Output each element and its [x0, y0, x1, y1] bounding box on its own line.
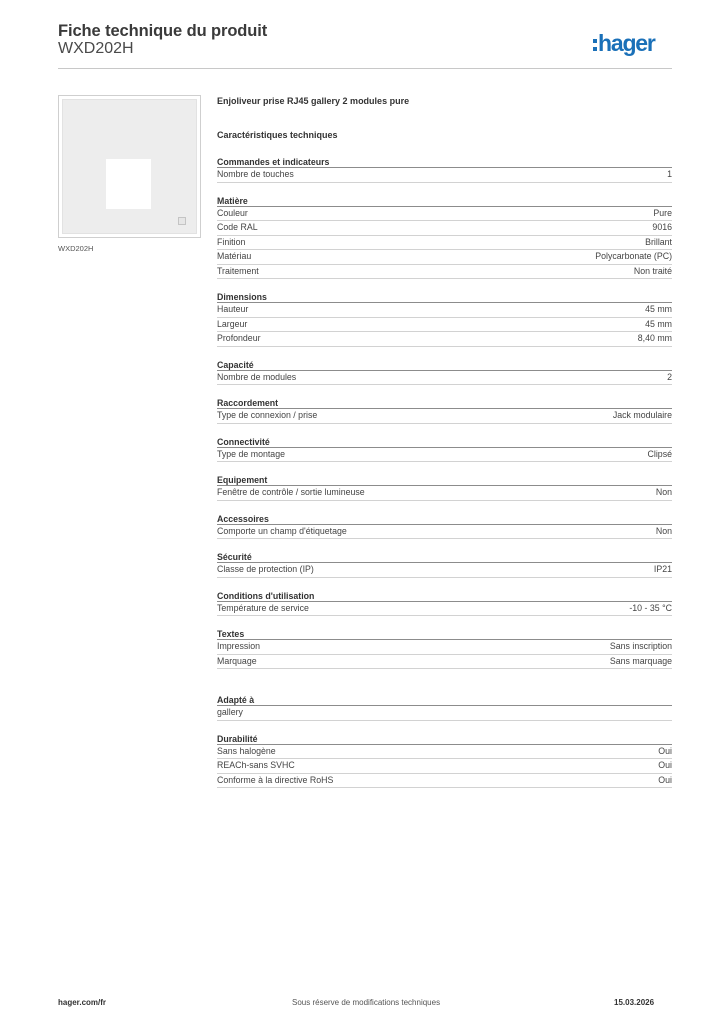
- spec-row: [217, 250, 672, 265]
- label-marker-icon: [178, 217, 186, 225]
- spec-label: gallery: [217, 707, 243, 717]
- spec-value: Non: [655, 487, 672, 497]
- spec-label: Marquage: [217, 655, 257, 666]
- spec-group: [217, 513, 672, 540]
- spec-value: Non: [655, 525, 672, 536]
- spec-value: Pure: [653, 207, 672, 218]
- image-caption: WXD202H: [58, 244, 94, 253]
- spec-group: [217, 474, 672, 501]
- spec-group-title: Commandes et indicateurs: [217, 156, 672, 168]
- spec-group-title: Adapté à: [217, 694, 672, 706]
- spec-label: Hauteur: [217, 304, 249, 314]
- spec-group-title: Matière: [217, 195, 672, 207]
- spec-label: Fenêtre de contrôle / sortie lumineuse: [217, 487, 365, 497]
- spec-value: 2: [667, 371, 672, 382]
- spec-row: [217, 640, 672, 655]
- hager-logo: [593, 29, 655, 57]
- spec-value: Non traité: [633, 265, 672, 276]
- spec-value: 1: [667, 169, 672, 179]
- spec-label: Nombre de modules: [217, 371, 297, 382]
- spec-value: Sans marquage: [609, 655, 672, 666]
- spec-group: [217, 733, 672, 789]
- spec-label: Conforme à la directive RoHS: [217, 774, 334, 785]
- spec-group: [217, 551, 672, 578]
- spec-group: [217, 694, 672, 721]
- spec-row: [217, 265, 672, 280]
- spec-label: Sans halogène: [217, 745, 276, 756]
- spec-label: Température de service: [217, 602, 309, 613]
- spec-group: [217, 436, 672, 463]
- spec-row: [217, 745, 672, 760]
- spec-row: [217, 168, 672, 183]
- spec-content: [217, 96, 672, 788]
- spec-row: [217, 318, 672, 333]
- spec-row: [217, 655, 672, 670]
- spec-value: Jack modulaire: [612, 410, 672, 420]
- spec-row: [217, 332, 672, 347]
- spec-group: [217, 590, 672, 617]
- spec-row: [217, 602, 672, 617]
- spec-value: Oui: [658, 760, 672, 770]
- spec-value: 45 mm: [645, 318, 672, 329]
- spec-group: [217, 195, 672, 280]
- product-reference: WXD202H: [58, 40, 134, 57]
- spec-group-title: Capacité: [217, 359, 672, 371]
- spec-row: [217, 563, 672, 578]
- spec-value: 8,40 mm: [637, 333, 672, 343]
- spec-label: Classe de protection (IP): [217, 564, 314, 574]
- spec-label: Couleur: [217, 207, 248, 218]
- spec-label: Impression: [217, 641, 261, 651]
- spec-row: [217, 759, 672, 774]
- product-image: [58, 95, 201, 238]
- spec-group-title: Conditions d'utilisation: [217, 590, 672, 602]
- spec-value: Oui: [658, 745, 672, 756]
- spec-row: [217, 706, 672, 721]
- spec-row: [217, 486, 672, 501]
- spec-group: [217, 628, 672, 669]
- spec-group-title: Textes: [217, 628, 672, 640]
- spec-value: IP21: [653, 564, 672, 574]
- spec-label: Code RAL: [217, 222, 258, 232]
- spec-row: [217, 371, 672, 386]
- spec-group: [217, 397, 672, 424]
- spec-row: [217, 409, 672, 424]
- page-title: Fiche technique du produit: [58, 22, 268, 40]
- spec-group: [217, 291, 672, 347]
- header-divider: [58, 68, 672, 69]
- logo-colon-icon: [593, 39, 597, 51]
- spec-value: 45 mm: [645, 304, 672, 314]
- spec-value: Brillant: [645, 236, 672, 247]
- spec-row: [217, 207, 672, 222]
- spec-label: Largeur: [217, 318, 248, 329]
- spec-label: Profondeur: [217, 333, 261, 343]
- cover-plate: [62, 99, 197, 234]
- footer-disclaimer: Sous réserve de modifications techniques: [292, 998, 441, 1007]
- footer-date: 15.03.2026: [614, 998, 655, 1007]
- spec-label: Type de connexion / prise: [217, 410, 318, 420]
- spec-groups: [217, 156, 672, 788]
- spec-label: Traitement: [217, 265, 259, 276]
- spec-row: [217, 448, 672, 463]
- spec-label: Matériau: [217, 251, 252, 261]
- spec-row: [217, 236, 672, 251]
- spec-group: [217, 359, 672, 386]
- spec-value: 9016: [652, 222, 672, 232]
- spec-group-title: Accessoires: [217, 513, 672, 525]
- spec-group-title: Durabilité: [217, 733, 672, 745]
- spec-group: [217, 156, 672, 183]
- spec-value: Polycarbonate (PC): [595, 251, 672, 261]
- footer-website[interactable]: hager.com/fr: [58, 998, 107, 1007]
- spec-group-title: Raccordement: [217, 397, 672, 409]
- jack-opening: [106, 159, 151, 209]
- product-name: Enjoliveur prise RJ45 gallery 2 modules pure: [217, 96, 410, 106]
- spec-label: Nombre de touches: [217, 169, 294, 179]
- spec-row: [217, 303, 672, 318]
- spec-value: Oui: [658, 774, 672, 785]
- section-title: Caractéristiques techniques: [217, 130, 338, 140]
- spec-value: Sans inscription: [609, 641, 672, 651]
- spec-row: [217, 525, 672, 540]
- logo-text: hager: [598, 29, 655, 56]
- spec-label: Finition: [217, 236, 246, 247]
- spec-label: Type de montage: [217, 448, 285, 459]
- spec-group-title: Equipement: [217, 474, 672, 486]
- spec-label: Comporte un champ d'étiquetage: [217, 525, 347, 536]
- spec-group-title: Sécurité: [217, 551, 672, 563]
- spec-group-title: Connectivité: [217, 436, 672, 448]
- spec-value: Clipsé: [647, 448, 672, 459]
- spec-group-title: Dimensions: [217, 291, 672, 303]
- spec-row: [217, 221, 672, 236]
- spec-label: REACh-sans SVHC: [217, 760, 295, 770]
- spec-value: -10 - 35 °C: [629, 602, 672, 613]
- spec-row: [217, 774, 672, 789]
